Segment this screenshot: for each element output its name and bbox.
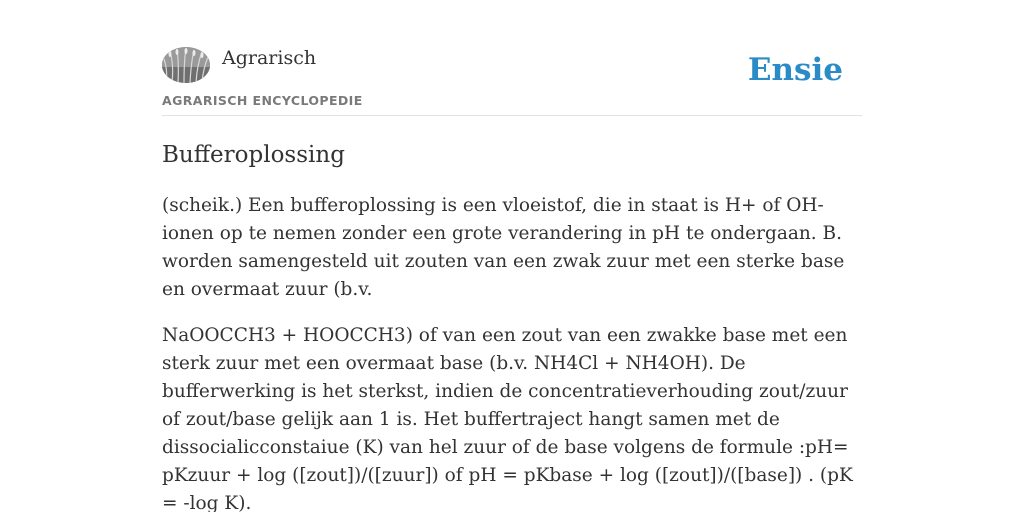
article-title: Bufferoplossing bbox=[162, 142, 345, 168]
article-paragraph: NaOOCCH3 + HOOCCH3) of van een zout van een zwakke base met een sterk zuur met een overmaat base (b.v. NH4Cl + NH4OH). De bufferwerking is het sterkst, indien de concentratieverhouding zout/zuur of zout/base gelijk aan 1 is. Het buffertraject hangt samen met de dissocialicconstaiue (K) van hel zuur of de base volgens de formule :pH= pKzuur + log ([zout])/([zuur]) of pH = pKbase + log ([zout])/([base]) . (pK = -log K). bbox=[162, 325, 853, 512]
article-body bbox=[162, 192, 862, 512]
wheat-logo-icon[interactable] bbox=[162, 47, 210, 83]
header-divider bbox=[162, 115, 862, 116]
site-header bbox=[162, 46, 862, 116]
article-paragraph: (scheik.) Een bufferoplossing is een vloeistof, die in staat is H+ of OH- ionen op te nemen zonder een grote verandering in pH te ondergaan. B. worden samengesteld uit zouten van een zwak zuur met een sterke base en overmaat zuur (b.v. bbox=[162, 195, 845, 300]
site-name[interactable]: Agrarisch bbox=[222, 47, 317, 69]
brand-logo[interactable]: Ensie bbox=[747, 52, 843, 88]
site-subtitle: AGRARISCH ENCYCLOPEDIE bbox=[162, 93, 363, 108]
